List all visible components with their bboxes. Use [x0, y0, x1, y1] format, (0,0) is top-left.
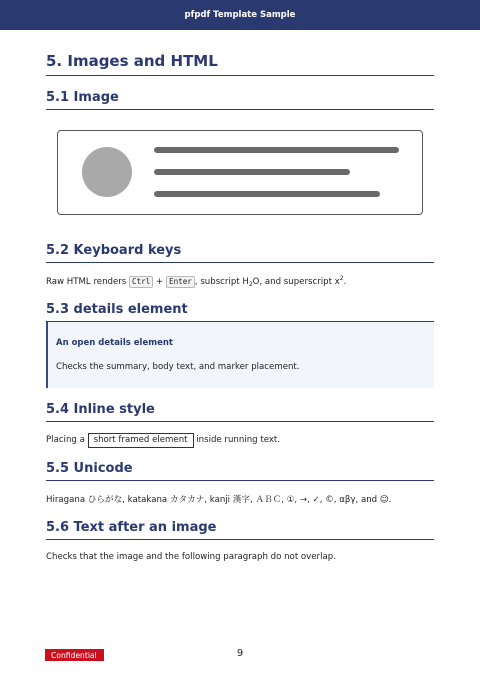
section-heading-5: 5. Images and HTML [46, 52, 434, 76]
placeholder-line-2 [154, 169, 350, 175]
section-heading-5-6: 5.6 Text after an image [46, 520, 434, 540]
details-summary[interactable]: An open details element [56, 338, 173, 348]
section-heading-5-2: 5.2 Keyboard keys [46, 243, 434, 263]
kbd-ctrl: Ctrl [129, 276, 153, 288]
section-heading-5-3: 5.3 details element [46, 302, 434, 322]
text-fragment: inside running text. [193, 435, 281, 445]
keyboard-paragraph [46, 275, 434, 288]
section-heading-5-1: 5.1 Image [46, 90, 434, 110]
details-body: Checks the summary, body text, and marker placement. [56, 362, 300, 372]
placeholder-line-1 [154, 147, 399, 153]
details-element [46, 322, 434, 388]
confidential-badge [45, 649, 104, 661]
placeholder-image [57, 130, 423, 215]
text-fragment: O, and superscript x [252, 277, 340, 287]
unicode-paragraph: Hiragana ひらがな, katakana カタカナ, kanji 漢字, ＡＢＣ, ①, →, ✓, ©, αβγ, and ☺. [46, 495, 392, 505]
text-after-image-paragraph: Checks that the image and the following paragraph do not overlap. [46, 552, 336, 562]
subscript: 2 [248, 281, 253, 288]
page-number: 9 [236, 648, 244, 659]
text-fragment: + [153, 277, 166, 287]
page-header [0, 0, 480, 30]
kbd-enter: Enter [166, 276, 195, 288]
avatar-circle [82, 147, 132, 197]
header-title: pfpdf Template Sample [184, 10, 296, 20]
text-fragment: . [343, 277, 347, 287]
badge-label: Confidential [51, 650, 97, 660]
inline-style-paragraph [46, 433, 434, 448]
text-fragment: Placing a [46, 435, 88, 445]
text-fragment: Raw HTML renders [46, 277, 130, 287]
placeholder-line-3 [154, 191, 380, 197]
text-fragment: , subscript H [194, 277, 249, 287]
section-heading-5-4: 5.4 Inline style [46, 402, 434, 422]
section-heading-5-5: 5.5 Unicode [46, 461, 434, 481]
superscript: 2 [339, 275, 344, 282]
framed-element: short framed element [88, 433, 194, 448]
